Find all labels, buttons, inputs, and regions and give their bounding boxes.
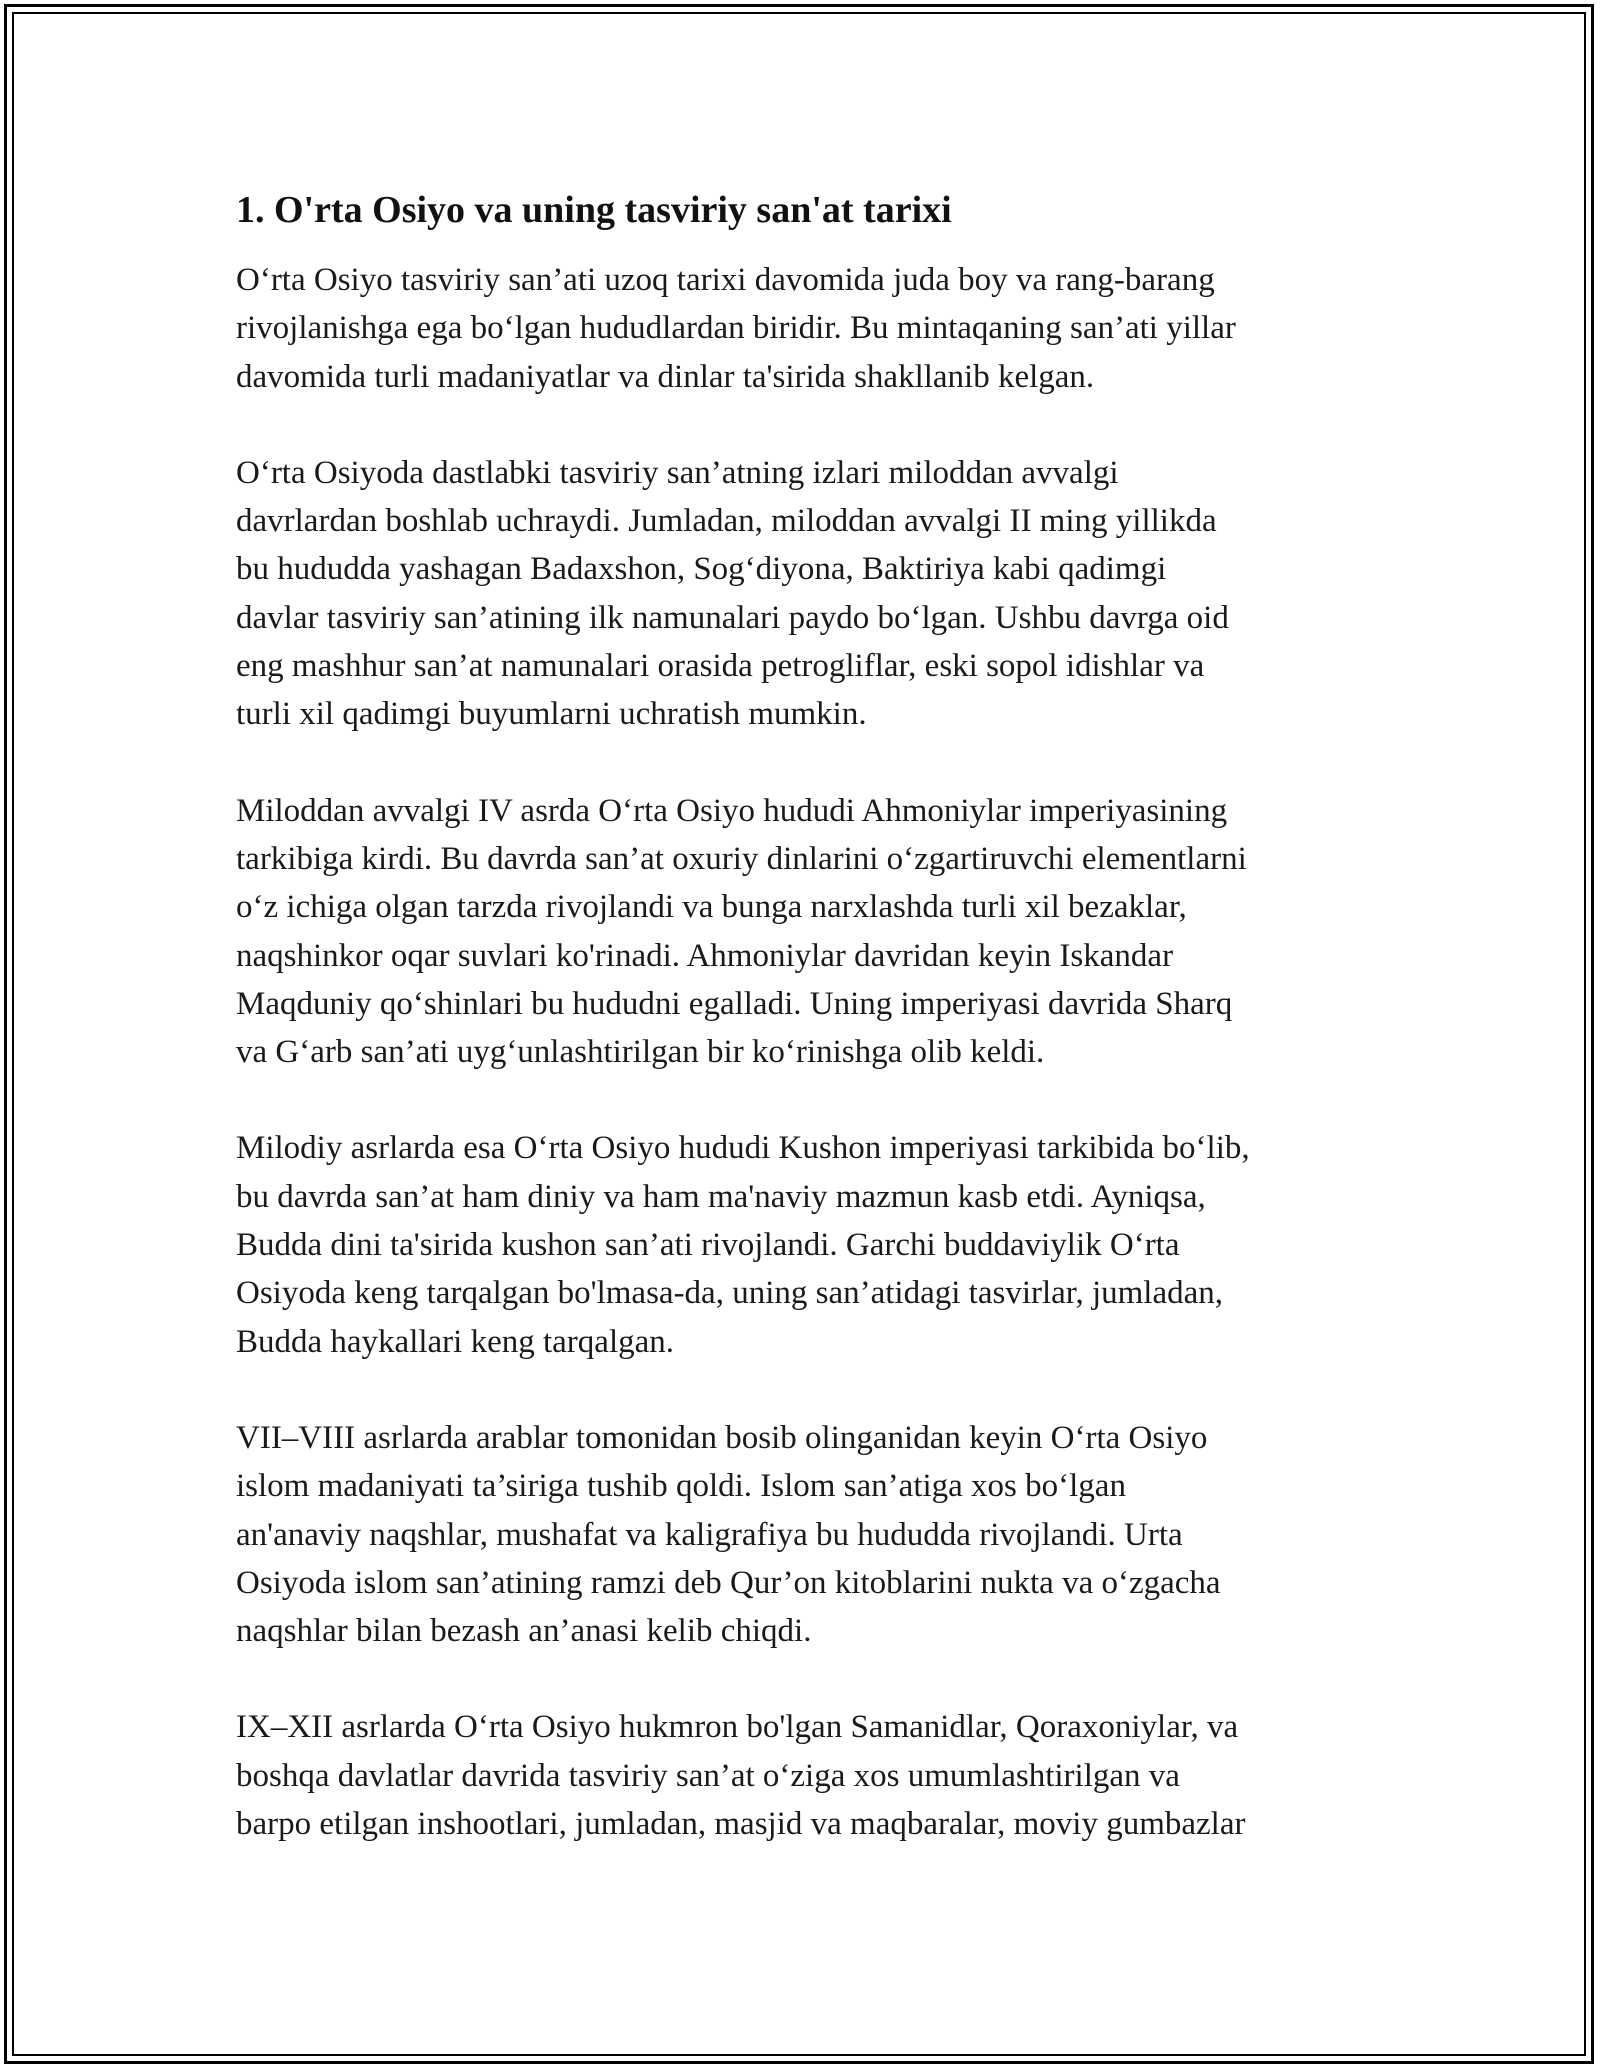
paragraph-line: VII–VIII asrlarda arablar tomonidan bosib olinganidan keyin O‘rta Osiyo [236,1419,1208,1456]
paragraph [236,1124,1376,1365]
paragraph-line: Miloddan avvalgi IV asrda O‘rta Osiyo hududi Ahmoniylar imperiyasining [236,792,1228,829]
paragraph-line: va G‘arb san’ati uyg‘unlashtirilgan bir ko‘rinishga olib keldi. [236,1034,1045,1071]
paragraph-line: boshqa davlatlar davrida tasviriy san’at o‘ziga xos umumlashtirilgan va [236,1757,1180,1794]
paragraph [236,256,1376,401]
document-title: 1. O'rta Osiyo va uning tasviriy san'at tarixi [236,189,952,231]
paragraph-line: an'anaviy naqshlar, mushafat va kaligrafiya bu hududda rivojlandi. Urta [236,1516,1183,1553]
paragraph-line: Maqduniy qo‘shinlari bu hududni egalladi. Uning imperiyasi davrida Sharq [236,985,1233,1022]
paragraph-line: davrlardan boshlab uchraydi. Jumladan, miloddan avvalgi II ming yillikda [236,503,1217,540]
paragraph-line: eng mashhur san’at namunalari orasida petrogliflar, eski sopol idishlar va [236,648,1205,685]
paragraph-line: Milodiy asrlarda esa O‘rta Osiyo hududi Kushon imperiyasi tarkibida bo‘lib, [236,1130,1250,1167]
paragraph-line: turli xil qadimgi buyumlarni uchratish mumkin. [236,696,867,733]
paragraph-line: naqshlar bilan bezash an’anasi kelib chiqdi. [236,1613,812,1650]
paragraph-line: bu davrda san’at ham diniy va ham ma'naviy mazmun kasb etdi. Ayniqsa, [236,1178,1206,1215]
paragraph-line: barpo etilgan inshootlari, jumladan, masjid va maqbaralar, moviy gumbazlar [236,1806,1246,1843]
paragraph-line: IX–XII asrlarda O‘rta Osiyo hukmron bo'lgan Samanidlar, Qoraxoniylar, va [236,1709,1239,1746]
paragraph-line: tarkibiga kirdi. Bu davrda san’at oxuriy dinlarini o‘zgartiruvchi elementlarni [236,840,1247,877]
paragraph-line: naqshinkor oqar suvlari ko'rinadi. Ahmoniylar davridan keyin Iskandar [236,937,1174,974]
paragraph [236,1703,1376,1848]
paragraph-line: Budda dini ta'sirida kushon san’ati rivojlandi. Garchi buddaviylik O‘rta [236,1227,1180,1264]
paragraph-line: davomida turli madaniyatlar va dinlar ta'sirida shakllanib kelgan. [236,358,1095,395]
paragraph-line: rivojlanishga ega bo‘lgan hududlardan biridir. Bu mintaqaning san’ati yillar [236,310,1236,347]
paragraph-line: Osiyoda keng tarqalgan bo'lmasa-da, uning san’atidagi tasvirlar, jumladan, [236,1275,1224,1312]
paragraph-line: davlar tasviriy san’atining ilk namunalari paydo bo‘lgan. Ushbu davrga oid [236,599,1229,636]
paragraph-list [236,256,1376,1848]
paragraph-line: Osiyoda islom san’atining ramzi deb Qur’on kitoblarini nukta va o‘zgacha [236,1564,1221,1601]
paragraph-line: islom madaniyati ta’siriga tushib qoldi. Islom san’atiga xos bo‘lgan [236,1468,1126,1505]
paragraph [236,1414,1376,1655]
paragraph-line: Budda haykallari keng tarqalgan. [236,1323,675,1360]
paragraph-line: bu hududda yashagan Badaxshon, Sog‘diyona, Baktiriya kabi qadimgi [236,551,1167,588]
paragraph [236,787,1376,1077]
paragraph-line: O‘rta Osiyo tasviriy san’ati uzoq tarixi davomida juda boy va rang-barang [236,262,1215,298]
paragraph-line: O‘rta Osiyoda dastlabki tasviriy san’atning izlari miloddan avvalgi [236,454,1119,491]
paragraph [236,449,1376,739]
paragraph-line: o‘z ichiga olgan tarzda rivojlandi va bunga narxlashda turli xil bezaklar, [236,889,1187,926]
document-body [236,186,1376,1896]
